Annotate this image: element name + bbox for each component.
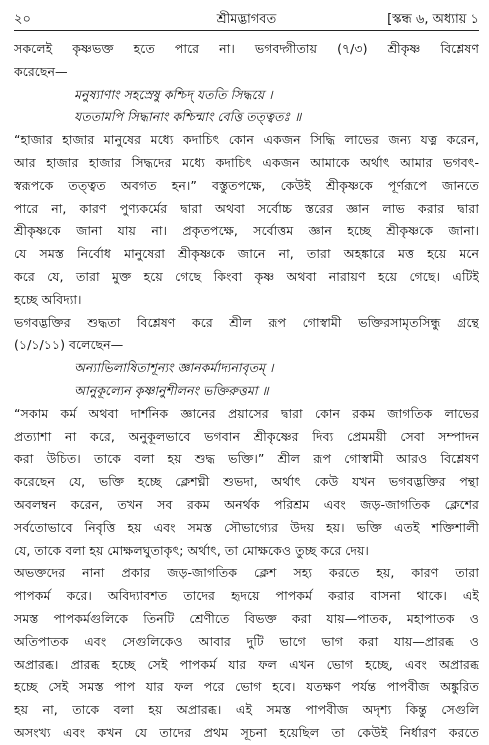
text-line: সমস্ত পাপকর্মগুলিকে তিনটি শ্রেণীতে বিভক্ত করা যায়—পাতক, মহাপাতক ও xyxy=(14,610,479,626)
verse-line: মনুষ্যাণাং সহস্রেষু কশ্চিদ্ যততি সিদ্ধয়ে । xyxy=(74,86,273,102)
text-line: করেছেন— xyxy=(14,63,68,79)
book-page xyxy=(14,8,479,740)
text-line: স্বরূপকে তত্ত্বত অবগত হন।” বস্তুতপক্ষে, কেউই শ্রীকৃষ্ণকে পূর্ণরূপে জানতে xyxy=(14,177,479,193)
text-line: যে সমস্ত নির্বোধ মানুষেরা শ্রীকৃষ্ণকে জানে না, তারা অহঙ্কারে মত্ত হয়ে মনে xyxy=(14,246,479,262)
verse-line: আনুকূল্যেন কৃষ্ণানুশীলনং ভক্তিরুত্তমা ॥ xyxy=(74,382,269,398)
text-line: অবলম্বন করেন, তখন সব রকম অনর্থক পরিশ্রম এবং জড়-জাগতিক ক্লেশের xyxy=(14,496,479,512)
text-line: হয় না, তাকে বলা হয় অপ্রারব্ধ। এই সমস্ত পাপবীজ অদৃশ্য কিন্তু সেগুলি xyxy=(14,702,479,718)
page-body xyxy=(14,38,479,745)
verse-line: অন্যাভিলাষিতাশূন্যং জ্ঞানকর্মাদ্যনাবৃতম্ । xyxy=(74,360,274,376)
text-line: হচ্ছে অবিদ্যা। xyxy=(14,291,82,307)
text-line: “সকাম কর্ম অথবা দার্শনিক জ্ঞানের প্রয়াসের দ্বারা কোন রকম জাগতিক লাভের xyxy=(14,405,479,421)
page-header xyxy=(14,8,479,32)
text-line: প্রত্যাশা না করে, অনুকূলভাবে ভগবান শ্রীকৃষ্ণের দিব্য প্রেমময়ী সেবা সম্পাদন xyxy=(14,428,479,444)
text-line: অসংখ্য এবং কখন যে তাদের প্রথম সূচনা হয়েছিল তা কেউই নির্ধারণ করতে xyxy=(14,724,479,740)
text-line: অতিপাতক এবং সেগুলিকেও আবার দুটি ভাগে ভাগ করা যায়—প্রারব্ধ ও xyxy=(14,633,479,649)
text-line: (১/১/১১) বলেছেন— xyxy=(14,337,124,353)
text-line: অপ্রারব্ধ। প্রারব্ধ হচ্ছে সেই পাপকর্ম যার ফল এখন ভোগ হচ্ছে, এবং অপ্রারব্ধ xyxy=(14,656,479,672)
text-line: পারে না, কারণ পুণ্যকর্মের দ্বারা অথবা সর্বোচ্চ স্তরের জ্ঞান লাভ করার দ্বারা xyxy=(14,200,479,216)
text-line: ভগবদ্ভক্তির শুদ্ধতা বিশ্লেষণ করে শ্রীল রূপ গোস্বামী ভক্তিরসামৃতসিন্ধু গ্রন্থে xyxy=(14,314,479,330)
header-rule xyxy=(14,30,479,31)
section-reference: [স্কন্ধ ৬, অধ্যায় ১ xyxy=(387,12,479,27)
text-line: করেছেন যে, ভক্তি হচ্ছে ক্লেশঘ্নী শুভদা, অর্থাৎ কেউ যখন ভগবদ্ভক্তির পন্থা xyxy=(14,474,479,490)
text-line: হচ্ছে সেই সমস্ত পাপ যার ফল পরে ভোগ হবে। যতক্ষণ পর্যন্ত পাপবীজ অঙ্কুরিত xyxy=(14,679,479,695)
text-line: যে, তাকে বলা হয় মোক্ষলঘুতাকৃৎ; অর্থাৎ, তা মোক্ষকেও তুচ্ছ করে দেয়। xyxy=(14,542,369,558)
text-line: “হাজার হাজার মানুষের মধ্যে কদাচিৎ কোন একজন সিদ্ধি লাভের জন্য যত্ন করেন, xyxy=(14,132,479,148)
text-line: অভক্তদের নানা প্রকার জড়-জাগতিক ক্লেশ সহ্য করতে হয়, কারণ তারা xyxy=(14,565,479,581)
text-line: সকলেই কৃষ্ণভক্ত হতে পারে না। ভগবদ্গীতায় (৭/৩) শ্রীকৃষ্ণ বিশ্লেষণ xyxy=(14,41,479,56)
text-line: শ্রীকৃষ্ণকে জানা যায় না। প্রকৃতপক্ষে, সর্বোত্তম জ্ঞান হচ্ছে শ্রীকৃষ্ণকে জানা। xyxy=(14,223,479,239)
text-line: পাপকর্ম করে। অবিদ্যাবশত তাদের হৃদয়ে পাপকর্ম করার বাসনা থাকে। এই xyxy=(14,588,479,604)
text-line: সর্বতোভাবে নিবৃত্তি হয় এবং সমস্ত সৌভাগ্যের উদয় হয়। ভক্তি এতই শক্তিশালী xyxy=(14,519,479,535)
page-number: ২০ xyxy=(14,12,31,27)
text-line: আর হাজার হাজার সিদ্ধদের মধ্যে কদাচিৎ একজন আমাকে অর্থাৎ আমার ভগবৎ- xyxy=(14,154,479,170)
running-title: শ্রীমদ্ভাগবত xyxy=(216,12,277,27)
text-line: করে যে, তারা মুক্ত হয়ে গেছে কিংবা কৃষ্ণ অথবা নারায়ণ হয়ে গেছে। এটিই xyxy=(14,268,479,284)
text-line: করা উচিত। তাকে বলা হয় শুদ্ধ ভক্তি।” শ্রীল রূপ গোস্বামী আরও বিশ্লেষণ xyxy=(14,451,479,467)
verse-line: যততামপি সিদ্ধানাং কশ্চিন্মাং বেত্তি তত্ত্বতঃ ॥ xyxy=(74,109,302,125)
